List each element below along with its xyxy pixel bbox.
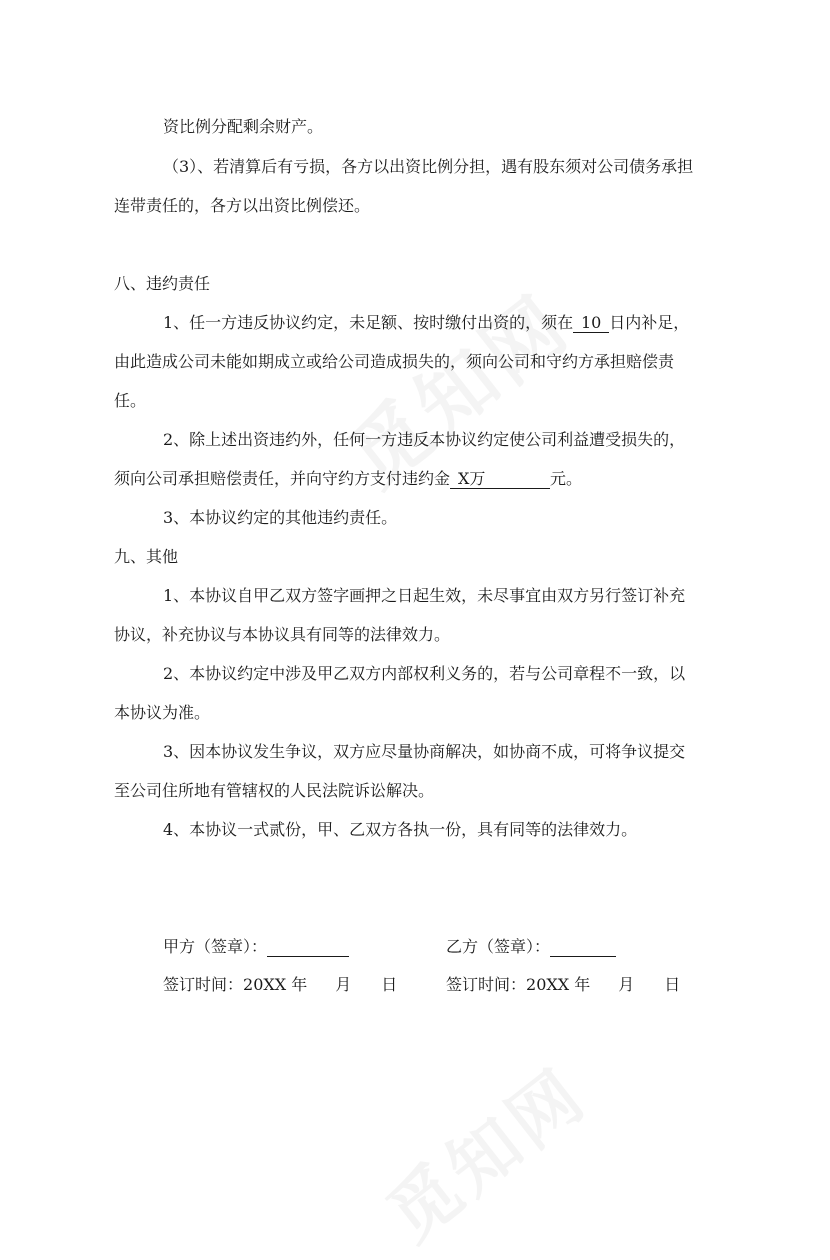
party-a-date: 签订时间：20XX 年 月 日 xyxy=(163,975,398,994)
paragraph-line: 协议，补充协议与本协议具有同等的法律效力。 xyxy=(114,625,451,644)
paragraph-line: 1、本协议自甲乙双方签字画押之日起生效，未尽事宜由双方另行签订补充 xyxy=(163,586,686,605)
penalty-blank: X万 xyxy=(450,470,550,489)
paragraph-line: 3、本协议约定的其他违约责任。 xyxy=(163,508,398,527)
paragraph-line: 4、本协议一式贰份，甲、乙双方各执一份，具有同等的法律效力。 xyxy=(163,820,638,839)
days-blank: 10 xyxy=(573,314,609,333)
paragraph-line: 2、本协议约定中涉及甲乙双方内部权利义务的，若与公司章程不一致，以 xyxy=(163,664,686,683)
watermark xyxy=(363,1041,605,1260)
paragraph-line: 资比例分配剩余财产。 xyxy=(163,117,324,136)
party-b-date: 签订时间：20XX 年 月 日 xyxy=(446,975,681,994)
paragraph-line: 由此造成公司未能如期成立或给公司造成损失的，须向公司和守约方承担赔偿责 xyxy=(114,352,675,371)
paragraph-line: 3、因本协议发生争议，双方应尽量协商解决，如协商不成，可将争议提交 xyxy=(163,742,686,761)
paragraph-line: （3）、若清算后有亏损，各方以出资比例分担，遇有股东须对公司债务承担 xyxy=(163,157,694,176)
paragraph-line: 2、除上述出资违约外，任何一方违反本协议约定使公司利益遭受损失的， xyxy=(163,430,686,449)
paragraph-line: 连带责任的，各方以出资比例偿还。 xyxy=(114,196,371,215)
section-heading: 八、违约责任 xyxy=(114,274,211,293)
paragraph-line: 任。 xyxy=(114,391,147,410)
section-heading: 九、其他 xyxy=(114,547,179,566)
party-a-signature: 甲方（签章）： xyxy=(163,937,349,957)
party-b-signature-blank xyxy=(550,938,616,957)
party-a-signature-blank xyxy=(267,938,349,957)
party-b-signature: 乙方（签章）： xyxy=(446,937,616,957)
paragraph-line: 至公司住所地有管辖权的人民法院诉讼解决。 xyxy=(114,781,435,800)
paragraph-line: 本协议为准。 xyxy=(114,703,211,722)
paragraph-line: 1、任一方违反协议约定，未足额、按时缴付出资的，须在 10 日内补足， xyxy=(163,313,690,332)
paragraph-line: 须向公司承担赔偿责任，并向守约方支付违约金 X万 元。 xyxy=(114,469,583,488)
